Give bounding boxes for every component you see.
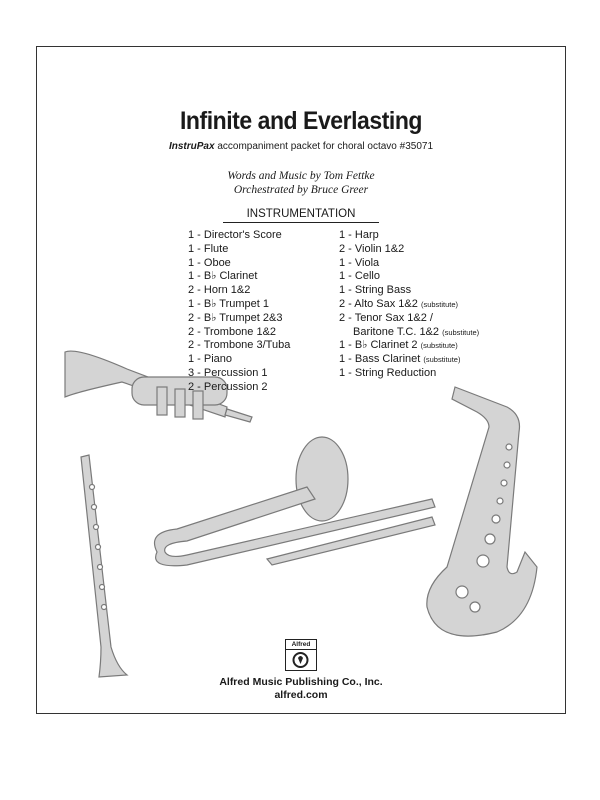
instrumentation-right-column [339,229,479,381]
instrument-row: 1 - B♭ Clarinet [188,270,258,283]
instrument-row: 2 - Trombone 3/Tuba [188,339,291,352]
instrument-row: 1 - String Reduction [339,366,437,379]
subtitle [37,141,565,152]
trombone-illustration [155,437,436,566]
cover-page [36,46,566,714]
instrument-row: 1 - B♭ Clarinet 2 (substitute) [339,339,458,352]
instrument-row: Baritone T.C. 1&2 (substitute) [353,325,480,338]
instrument-row: 2 - Tenor Sax 1&2 / [339,311,433,324]
orchestrated-credit: Orchestrated by Bruce Greer [233,184,369,196]
saxophone-illustration [427,387,537,636]
subtitle-text: accompaniment packet for choral octavo #35071 [214,141,434,152]
instrument-row: 1 - Director's Score [188,229,282,241]
instrument-row: 2 - Trombone 1&2 [188,325,277,338]
alfred-logo [285,639,317,671]
logo-text: Alfred [286,640,316,650]
publisher-url[interactable]: alfred.com [274,689,328,701]
instrument-row: 3 - Percussion 1 [188,366,268,379]
instrument-row: 1 - Cello [339,270,380,283]
instrument-row: 2 - B♭ Trumpet 2&3 [188,311,283,324]
instrument-row: 1 - Flute [188,242,229,255]
instrupax-brand: InstruPax [168,141,215,152]
instrument-row: 2 - Violin 1&2 [339,242,405,255]
instrument-row: 2 - Horn 1&2 [188,284,251,297]
substitute-note: (substitute) [442,327,480,337]
credits [37,169,565,197]
instrument-row: 1 - Viola [339,256,380,269]
instrument-row: 1 - Oboe [188,256,231,269]
substitute-note: (substitute) [423,355,461,365]
page-title: Infinite and Everlasting [179,107,423,135]
instrument-row: 1 - String Bass [339,284,412,297]
instrument-row: 2 - Alto Sax 1&2 (substitute) [339,297,459,310]
instrumentation-left-column [188,229,290,395]
substitute-note: (substitute) [420,341,458,351]
instrument-row: 2 - Percussion 2 [188,380,268,393]
substitute-note: (substitute) [420,299,459,309]
instrumentation-heading: INSTRUMENTATION [223,208,379,223]
words-music-credit: Words and Music by Tom Fettke [227,170,375,182]
logo-emblem-icon [286,650,315,670]
instrument-row: 1 - Harp [339,229,379,241]
clarinet-illustration [81,455,127,677]
publisher-name: Alfred Music Publishing Co., Inc. [219,676,383,688]
instrument-row: 1 - Bass Clarinet (substitute) [339,353,461,366]
instrument-row: 1 - Piano [188,353,233,366]
publisher-info [37,676,565,702]
instrument-row: 1 - B♭ Trumpet 1 [188,297,269,310]
